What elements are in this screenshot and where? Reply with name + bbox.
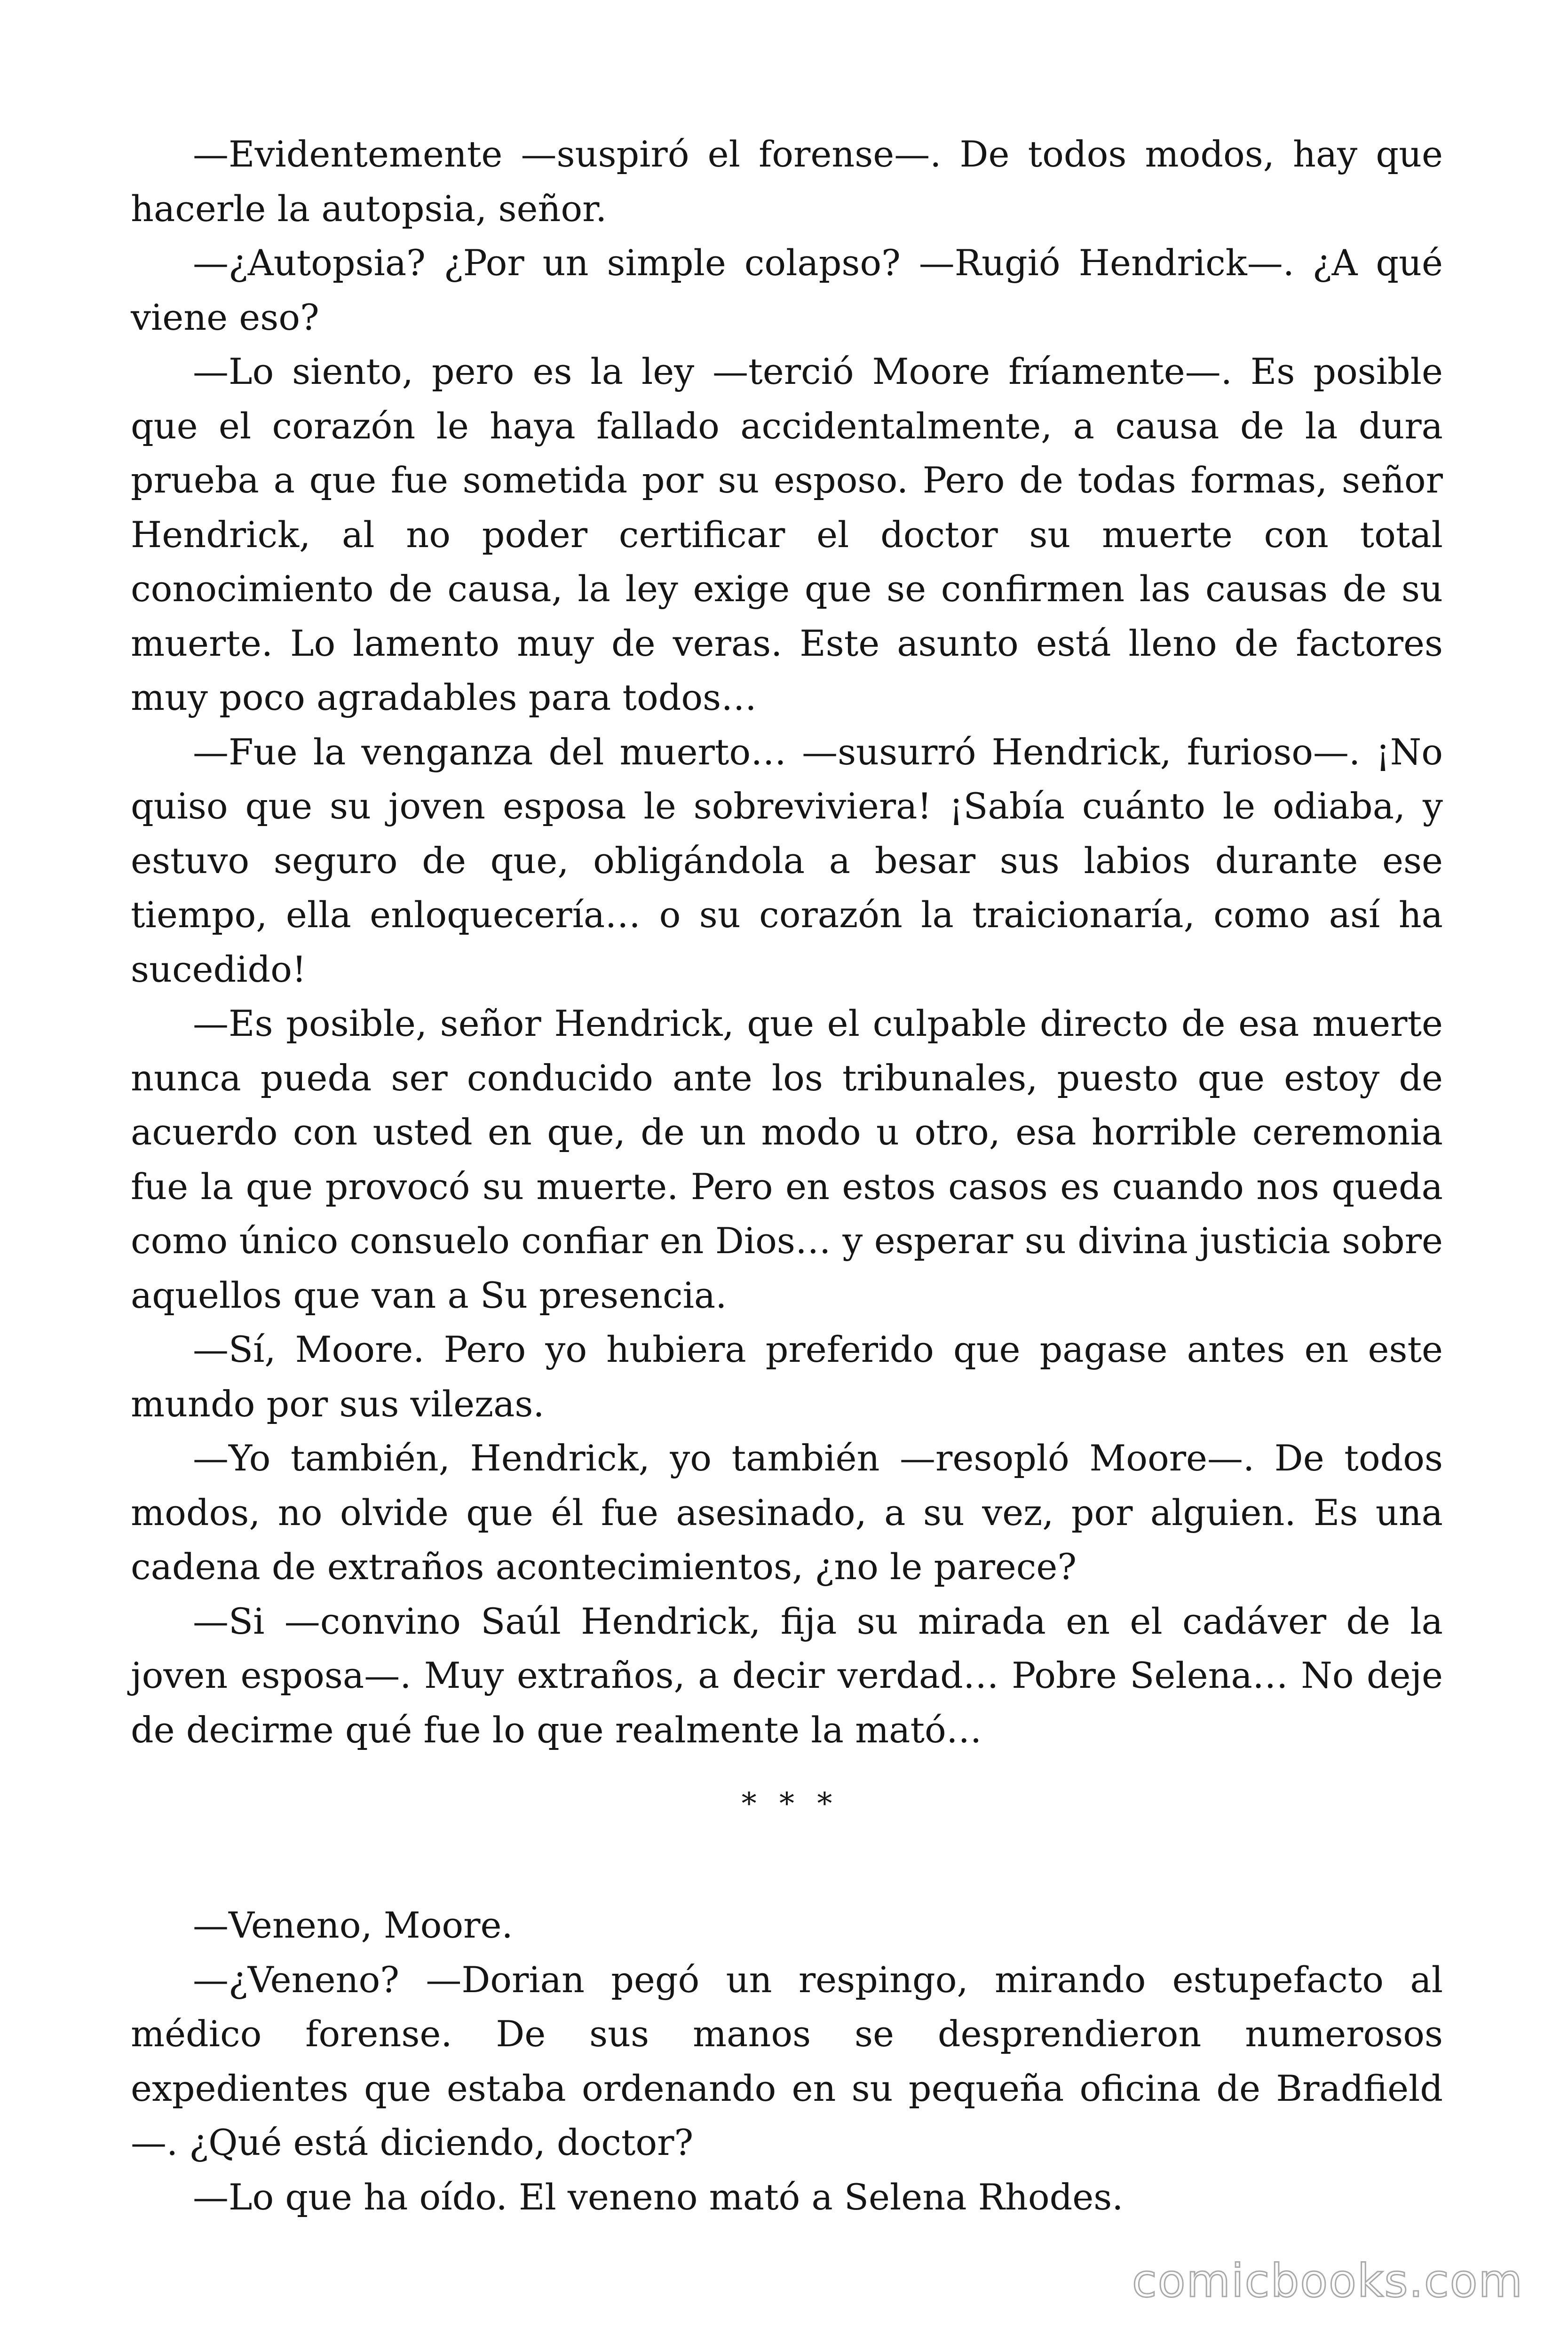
paragraph: —Es posible, señor Hendrick, que el culpable directo de esa muerte nunca pueda ser conducido ante los tribunales, puesto que estoy de acuerdo con usted en que, de un modo u otro, esa horrible ceremonia fue la que provocó su muerte. Pero en estos casos es cuando nos queda como único consuelo confiar en Dios… y esperar su divina justicia sobre aquellos que van a Su presencia. (131, 1002, 1443, 1316)
paragraph: —Evidentemente —suspiró el forense—. De todos modos, hay que hacerle la autopsia, señor. (131, 133, 1443, 230)
paragraph: —Veneno, Moore. (193, 1904, 513, 1946)
paragraph: —Sí, Moore. Pero yo hubiera preferido que pagase antes en este mundo por sus vilezas. (131, 1328, 1443, 1425)
text-section-top (131, 127, 1443, 1757)
watermark: comicbooks.com (1132, 2255, 1523, 2307)
paragraph: —Fue la venganza del muerto… —susurró Hendrick, furioso—. ¡No quiso que su joven esposa le sobreviviera! ¡Sabía cuánto le odiaba, y estuvo seguro de que, obligándola a besar sus labios durante ese tiempo, ella enloquecería… o su corazón la traicionaría, como así ha sucedido! (131, 731, 1443, 990)
paragraph: —¿Autopsia? ¿Por un simple colapso? —Rugió Hendrick—. ¿A qué viene eso? (131, 242, 1443, 338)
paragraph: —Lo que ha oído. El veneno mató a Selena Rhodes. (193, 2176, 1124, 2218)
section-separator: * * * (741, 1787, 839, 1821)
paragraph: —¿Veneno? —Dorian pegó un respingo, mirando estupefacto al médico forense. De sus manos se desprendieron numerosos expedientes que estaba ordenando en su pequeña oficina de Bradfield—. ¿Qué está diciendo, doctor? (131, 1958, 1443, 2163)
paragraph: —Lo siento, pero es la ley —terció Moore fríamente—. Es posible que el corazón le haya fallado accidentalmente, a causa de la dura prueba a que fue sometida por su esposo. Pero de todas formas, señor Hendrick, al no poder certificar el doctor su muerte con total conocimiento de causa, la ley exige que se confirmen las causas de su muerte. Lo lamento muy de veras. Este asunto está lleno de factores muy poco agradables para todos… (131, 350, 1443, 718)
paragraph: —Yo también, Hendrick, yo también —resopló Moore—. De todos modos, no olvide que él fue asesinado, a su vez, por alguien. Es una cadena de extraños acontecimientos, ¿no le parece? (131, 1437, 1443, 1588)
paragraph: —Si —convino Saúl Hendrick, fija su mirada en el cadáver de la joven esposa—. Muy extraños, a decir verdad… Pobre Selena… No deje de decirme qué fue lo que realmente la mató… (131, 1600, 1443, 1751)
text-section-bottom (131, 1898, 1443, 2224)
